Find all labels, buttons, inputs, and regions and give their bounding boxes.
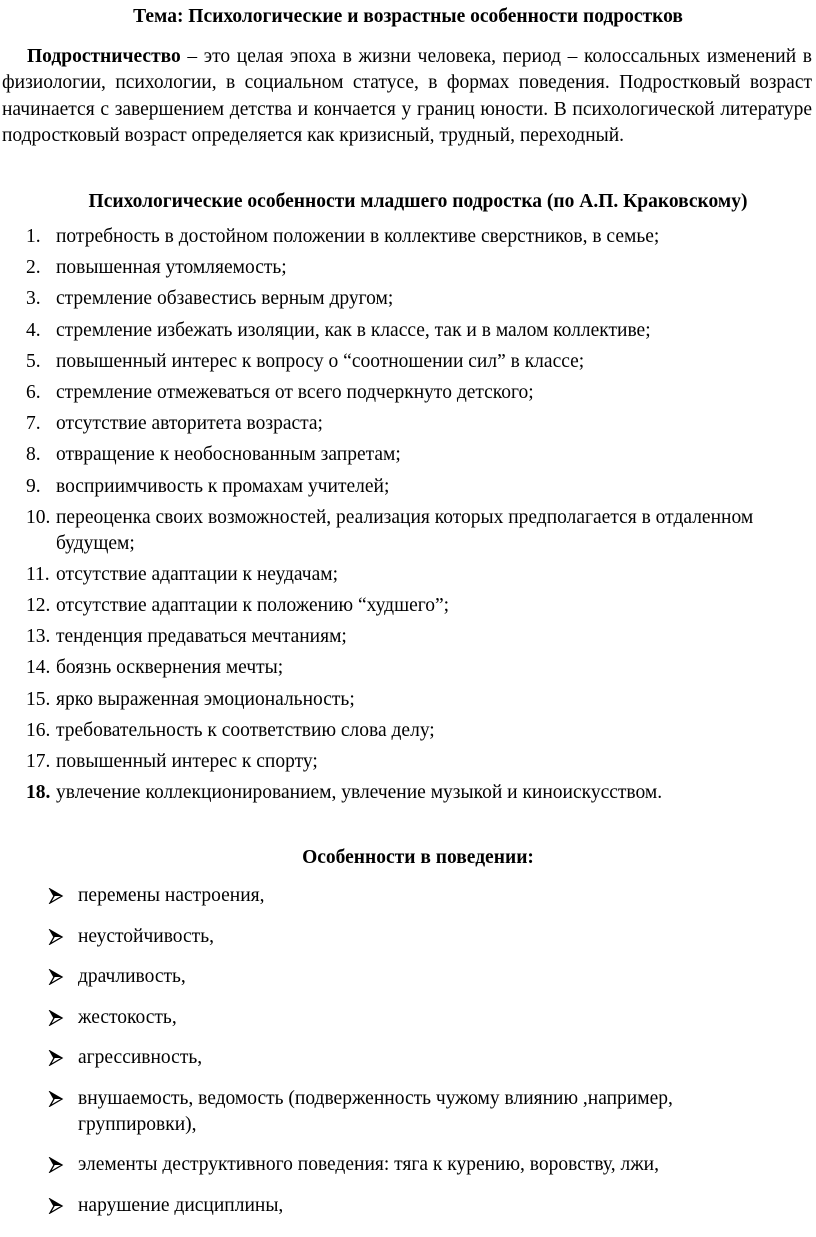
page-title: Тема: Психологические и возрастные особенности подростков [133,6,683,27]
list-item [0,224,816,250]
list-item-number: 9. [26,475,41,497]
list-item [0,505,816,557]
list-item-text: стремление отмежеваться от всего подчеркнуто детского; [56,381,534,403]
list-item-number: 8. [26,444,41,466]
list-item-number: 18. [26,782,51,804]
list-item-number: 17. [26,751,51,772]
list-item-number: 1. [26,226,41,247]
list-item-text: жестокость, [78,1006,177,1028]
list-item [0,687,816,713]
list-item [0,1152,816,1178]
list-item-text: неустойчивость, [78,925,214,947]
intro-term: Подростничество [27,46,181,67]
list-item-text: отсутствие адаптации к неудачам; [56,563,339,585]
list-item [0,749,816,775]
list-item-text: драчливость, [78,966,186,987]
list-item-number: 14. [26,657,51,679]
list-item-text: потребность в достойном положении в коллективе сверстников, в семье; [56,226,660,247]
list-item [0,255,816,281]
list-item [0,380,816,406]
list-item-text: повышенный интерес к вопросу о “соотношении сил” в классе; [56,350,585,372]
arrow-bullet-icon [48,969,64,985]
list-item-number: 2. [26,257,41,279]
features-heading: Психологические особенности младшего подростка (по А.П. Краковскому) [88,191,748,212]
list-item [0,318,816,344]
list-item-text: внушаемость, ведомость (подверженность чужому влиянию ,например, группировки), [78,1087,673,1135]
list-item-text: нарушение дисциплины, [78,1194,284,1216]
list-item-text: ярко выраженная эмоциональность; [56,688,355,710]
list-item [0,624,816,650]
arrow-bullet-icon [48,1091,64,1107]
list-item-number: 6. [26,381,41,403]
list-item-number: 12. [26,595,51,617]
list-item-text: отвращение к необоснованным запретам; [56,444,401,466]
behavior-heading: Особенности в поведении: [302,847,534,868]
arrow-bullet-icon [48,888,64,904]
list-item-text: увлечение коллекционированием, увлечение музыкой и киноискусством. [56,782,663,804]
features-list [0,224,816,811]
list-item-number: 15. [26,688,51,710]
list-item [0,964,816,990]
list-item-number: 3. [26,288,41,310]
list-item [0,286,816,312]
list-item [0,349,816,375]
list-item [0,442,816,468]
intro-paragraph [2,44,812,150]
list-item-number: 7. [26,413,41,435]
list-item-text: элементы деструктивного поведения: тяга к курению, воровству, лжи, [78,1154,659,1175]
list-item-text: агрессивность, [78,1047,203,1068]
list-item [0,1193,816,1219]
intro-text: – это целая эпоха в жизни человека, период – колоссальных изменений в физиологии, психологии, в социальном статусе, в формах поведения. Подростковый возраст начинается с завершением детства и кончается у границ юности. В психологической литературе подростковый возраст определяется как кризисный, трудный, переходный. [2,46,812,147]
list-item [0,883,816,909]
arrow-bullet-icon [48,1010,64,1026]
list-item-number: 4. [26,319,41,341]
arrow-bullet-icon [48,929,64,945]
list-item [0,562,816,588]
list-item [0,411,816,437]
list-item-text: переоценка своих возможностей, реализация которых предполагается в отдаленном будущем; [56,506,754,554]
behavior-list [0,883,816,1233]
list-item-text: стремление избежать изоляции, как в классе, так и в малом коллективе; [56,319,651,341]
list-item-text: перемены настроения, [78,885,265,906]
arrow-bullet-icon [48,1198,64,1214]
list-item [0,655,816,681]
list-item [0,780,816,806]
list-item [0,1086,816,1138]
list-item [0,593,816,619]
list-item [0,474,816,500]
list-item-number: 16. [26,719,51,741]
list-item [0,924,816,950]
list-item-text: требовательность к соответствию слова делу; [56,719,435,741]
list-item-text: стремление обзавестись верным другом; [56,288,394,310]
arrow-bullet-icon [48,1157,64,1173]
list-item-text: тенденция предаваться мечтаниям; [56,626,347,648]
list-item-text: боязнь осквернения мечты; [56,657,284,679]
list-item [0,1005,816,1031]
list-item-text: повышенный интерес к спорту; [56,751,318,772]
list-item-text: восприимчивость к промахам учителей; [56,475,390,497]
list-item-number: 5. [26,350,41,372]
list-item-number: 10. [26,506,51,528]
list-item-text: повышенная утомляемость; [56,257,287,279]
list-item [0,718,816,744]
list-item-text: отсутствие адаптации к положению “худшего”; [56,595,450,617]
list-item-text: отсутствие авторитета возраста; [56,413,323,435]
arrow-bullet-icon [48,1050,64,1066]
list-item-number: 11. [26,563,50,585]
list-item [0,1045,816,1071]
list-item-number: 13. [26,626,51,648]
